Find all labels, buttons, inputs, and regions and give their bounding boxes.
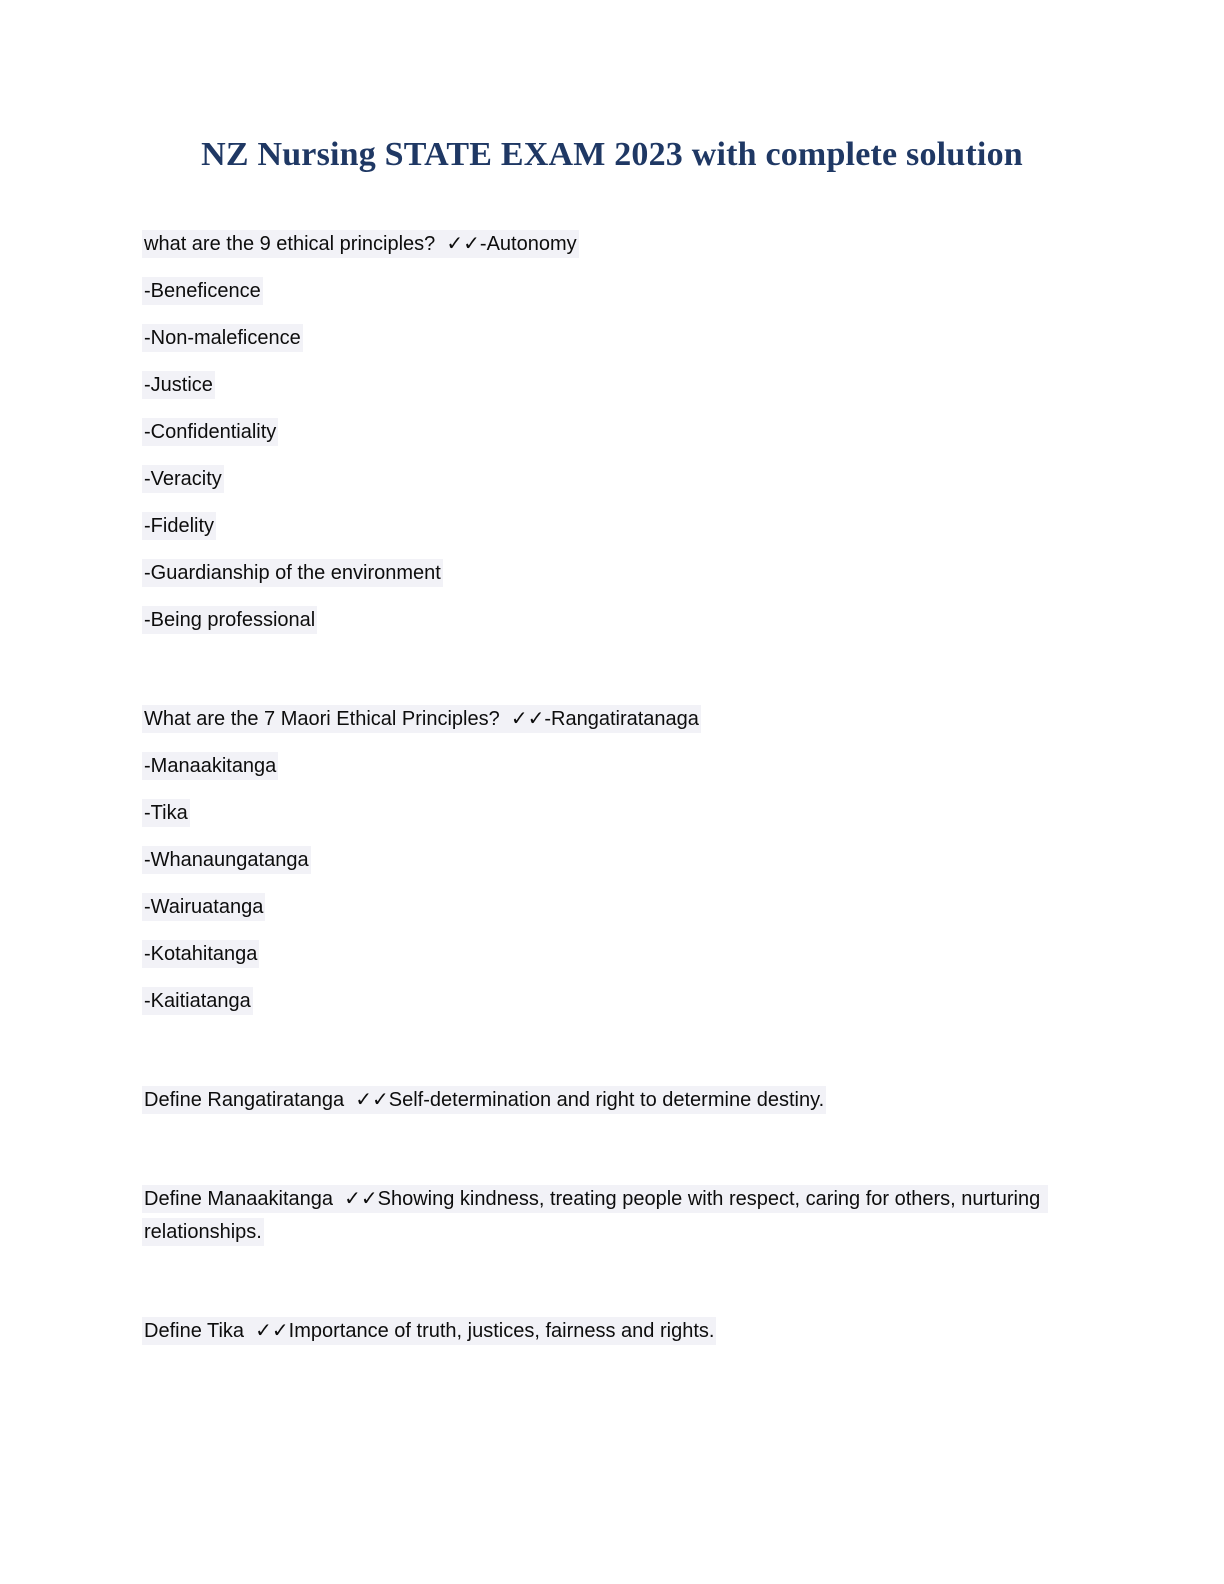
paragraph	[142, 463, 1082, 496]
blank-line	[142, 1032, 1082, 1070]
blank-line	[142, 651, 1082, 689]
blank-line	[142, 1263, 1082, 1301]
highlighted-text: -Manaakitanga	[142, 752, 278, 780]
highlighted-text: -Veracity	[142, 465, 224, 493]
page-title: NZ Nursing STATE EXAM 2023 with complete solution	[201, 136, 1023, 173]
highlighted-text: Define Tika ✓✓Importance of truth, justices, fairness and rights.	[142, 1317, 716, 1345]
paragraph	[142, 703, 1082, 736]
highlighted-text: -Non-maleficence	[142, 324, 303, 352]
highlighted-text: what are the 9 ethical principles? ✓✓-Autonomy	[142, 230, 579, 258]
paragraph	[142, 416, 1082, 449]
highlighted-text: Define Rangatiratanga ✓✓Self-determination and right to determine destiny.	[142, 1086, 826, 1114]
highlighted-text: -Wairuatanga	[142, 893, 265, 921]
paragraph	[142, 557, 1082, 590]
blank-line	[142, 1131, 1082, 1169]
paragraph	[142, 797, 1082, 830]
highlighted-text: -Kaitiatanga	[142, 987, 253, 1015]
paragraph	[142, 275, 1082, 308]
highlighted-text: -Fidelity	[142, 512, 216, 540]
paragraph	[142, 985, 1082, 1018]
highlighted-text: -Being professional	[142, 606, 317, 634]
paragraph	[142, 1315, 1082, 1348]
highlighted-text: What are the 7 Maori Ethical Principles? ✓✓-Rangatiratanaga	[142, 705, 701, 733]
highlighted-text: Define Manaakitanga ✓✓Showing kindness, treating people with respect, caring for others, nurturing relationships.	[142, 1185, 1048, 1246]
document-body	[142, 228, 1082, 1348]
highlighted-text: -Tika	[142, 799, 190, 827]
highlighted-text: -Confidentiality	[142, 418, 278, 446]
paragraph	[142, 1084, 1082, 1117]
highlighted-text: -Whanaungatanga	[142, 846, 311, 874]
highlighted-text: -Justice	[142, 371, 215, 399]
highlighted-text: -Beneficence	[142, 277, 263, 305]
paragraph	[142, 510, 1082, 543]
paragraph	[142, 228, 1082, 261]
paragraph	[142, 844, 1082, 877]
highlighted-text: -Kotahitanga	[142, 940, 259, 968]
highlighted-text: -Guardianship of the environment	[142, 559, 443, 587]
paragraph	[142, 604, 1082, 637]
paragraph	[142, 938, 1082, 971]
paragraph	[142, 750, 1082, 783]
paragraph	[142, 369, 1082, 402]
paragraph	[142, 322, 1082, 355]
paragraph	[142, 891, 1082, 924]
paragraph	[142, 1183, 1082, 1249]
